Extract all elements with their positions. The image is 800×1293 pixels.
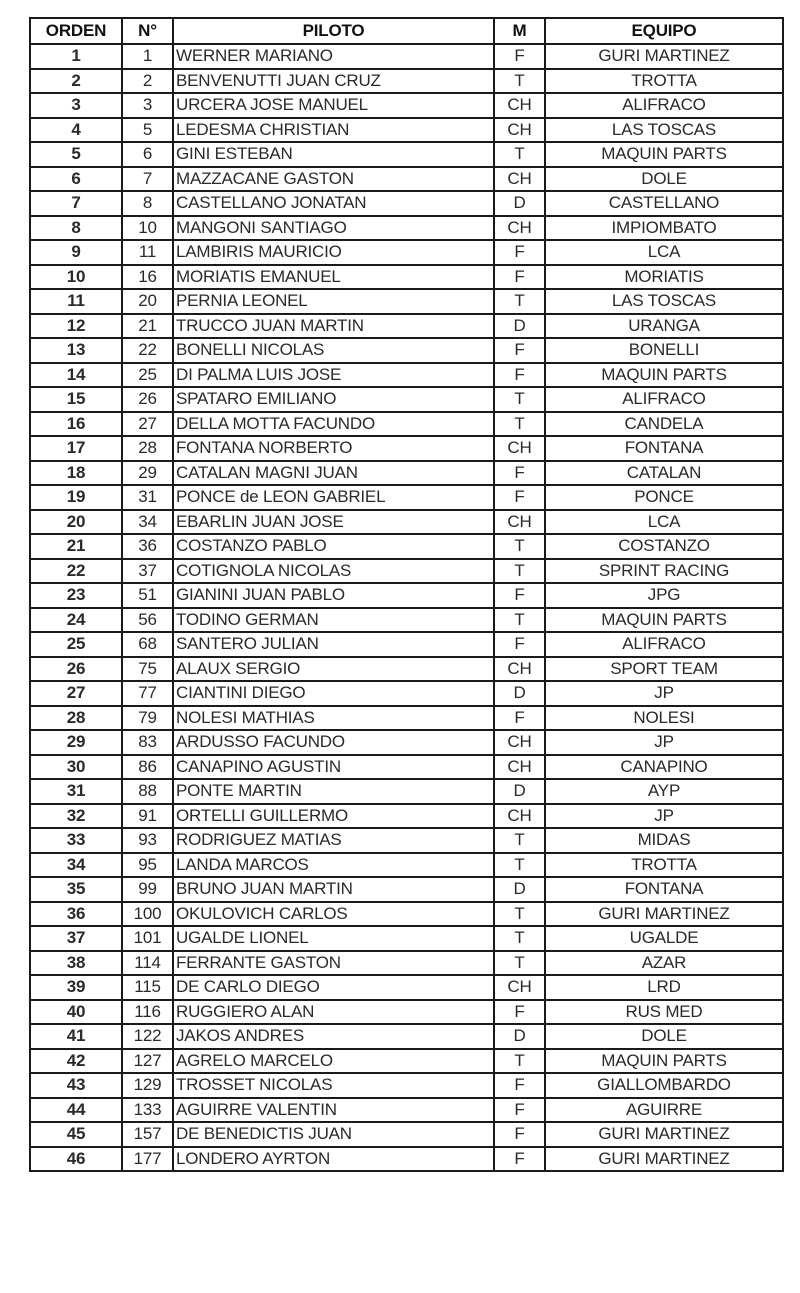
make-cell: F [494,485,545,510]
number-cell: 177 [122,1147,173,1172]
number-cell: 27 [122,412,173,437]
number-cell: 7 [122,167,173,192]
table-body [30,44,783,1171]
number-cell: 122 [122,1024,173,1049]
make-cell: D [494,191,545,216]
orden-cell: 22 [30,559,122,584]
number-cell: 79 [122,706,173,731]
orden-cell: 23 [30,583,122,608]
pilot-name-cell: COTIGNOLA NICOLAS [173,559,494,584]
table-row [30,902,783,927]
pilot-name-cell: MORIATIS EMANUEL [173,265,494,290]
table-row [30,314,783,339]
make-cell: T [494,412,545,437]
orden-cell: 10 [30,265,122,290]
team-cell: MAQUIN PARTS [545,142,783,167]
number-cell: 95 [122,853,173,878]
table-row [30,853,783,878]
orden-cell: 43 [30,1073,122,1098]
table-row [30,828,783,853]
team-cell: NOLESI [545,706,783,731]
make-cell: F [494,632,545,657]
make-cell: T [494,559,545,584]
orden-cell: 38 [30,951,122,976]
pilot-name-cell: LANDA MARCOS [173,853,494,878]
pilot-name-cell: DI PALMA LUIS JOSE [173,363,494,388]
orden-cell: 42 [30,1049,122,1074]
orden-cell: 14 [30,363,122,388]
pilot-name-cell: OKULOVICH CARLOS [173,902,494,927]
number-cell: 75 [122,657,173,682]
pilot-name-cell: ALAUX SERGIO [173,657,494,682]
number-cell: 100 [122,902,173,927]
number-cell: 127 [122,1049,173,1074]
team-cell: CASTELLANO [545,191,783,216]
orden-cell: 13 [30,338,122,363]
team-cell: FONTANA [545,436,783,461]
table-row [30,632,783,657]
make-cell: CH [494,657,545,682]
number-cell: 16 [122,265,173,290]
number-cell: 114 [122,951,173,976]
team-cell: TROTTA [545,69,783,94]
pilot-name-cell: TROSSET NICOLAS [173,1073,494,1098]
orden-cell: 41 [30,1024,122,1049]
pilot-name-cell: TODINO GERMAN [173,608,494,633]
orden-cell: 25 [30,632,122,657]
orden-cell: 40 [30,1000,122,1025]
pilot-name-cell: BRUNO JUAN MARTIN [173,877,494,902]
pilot-name-cell: FERRANTE GASTON [173,951,494,976]
team-cell: IMPIOMBATO [545,216,783,241]
orden-cell: 20 [30,510,122,535]
orden-cell: 5 [30,142,122,167]
table-row [30,510,783,535]
table-row [30,118,783,143]
pilot-name-cell: RUGGIERO ALAN [173,1000,494,1025]
make-cell: T [494,534,545,559]
pilot-name-cell: GINI ESTEBAN [173,142,494,167]
header-num: N° [122,18,173,44]
make-cell: F [494,1098,545,1123]
make-cell: CH [494,755,545,780]
team-cell: CANDELA [545,412,783,437]
orden-cell: 3 [30,93,122,118]
table-row [30,191,783,216]
team-cell: SPRINT RACING [545,559,783,584]
team-cell: DOLE [545,167,783,192]
table-row [30,1073,783,1098]
table-row [30,779,783,804]
orden-cell: 36 [30,902,122,927]
number-cell: 133 [122,1098,173,1123]
team-cell: DOLE [545,1024,783,1049]
orden-cell: 45 [30,1122,122,1147]
pilot-name-cell: URCERA JOSE MANUEL [173,93,494,118]
orden-cell: 34 [30,853,122,878]
team-cell: CANAPINO [545,755,783,780]
table-row [30,1147,783,1172]
make-cell: CH [494,118,545,143]
team-cell: MAQUIN PARTS [545,363,783,388]
pilot-name-cell: COSTANZO PABLO [173,534,494,559]
orden-cell: 32 [30,804,122,829]
make-cell: CH [494,804,545,829]
header-m: M [494,18,545,44]
orden-cell: 29 [30,730,122,755]
number-cell: 93 [122,828,173,853]
orden-cell: 44 [30,1098,122,1123]
team-cell: GIALLOMBARDO [545,1073,783,1098]
orden-cell: 31 [30,779,122,804]
team-cell: ALIFRACO [545,387,783,412]
pilot-name-cell: LONDERO AYRTON [173,1147,494,1172]
make-cell: CH [494,93,545,118]
team-cell: RUS MED [545,1000,783,1025]
orden-cell: 19 [30,485,122,510]
number-cell: 68 [122,632,173,657]
number-cell: 37 [122,559,173,584]
make-cell: CH [494,730,545,755]
orden-cell: 28 [30,706,122,731]
team-cell: UGALDE [545,926,783,951]
orden-cell: 15 [30,387,122,412]
make-cell: CH [494,510,545,535]
orden-cell: 6 [30,167,122,192]
make-cell: T [494,951,545,976]
pilot-name-cell: NOLESI MATHIAS [173,706,494,731]
make-cell: T [494,853,545,878]
pilot-name-cell: UGALDE LIONEL [173,926,494,951]
team-cell: COSTANZO [545,534,783,559]
pilot-name-cell: CASTELLANO JONATAN [173,191,494,216]
header-equipo: EQUIPO [545,18,783,44]
number-cell: 157 [122,1122,173,1147]
make-cell: CH [494,436,545,461]
team-cell: GURI MARTINEZ [545,1122,783,1147]
make-cell: F [494,1147,545,1172]
table-row [30,755,783,780]
make-cell: D [494,681,545,706]
team-cell: LAS TOSCAS [545,118,783,143]
number-cell: 22 [122,338,173,363]
pilot-name-cell: SPATARO EMILIANO [173,387,494,412]
table-row [30,387,783,412]
number-cell: 31 [122,485,173,510]
number-cell: 1 [122,44,173,69]
table-row [30,240,783,265]
make-cell: F [494,706,545,731]
pilot-name-cell: AGUIRRE VALENTIN [173,1098,494,1123]
number-cell: 20 [122,289,173,314]
table-row [30,167,783,192]
make-cell: F [494,363,545,388]
number-cell: 5 [122,118,173,143]
table-row [30,706,783,731]
team-cell: AZAR [545,951,783,976]
orden-cell: 4 [30,118,122,143]
table-row [30,485,783,510]
number-cell: 101 [122,926,173,951]
number-cell: 36 [122,534,173,559]
pilot-name-cell: CATALAN MAGNI JUAN [173,461,494,486]
make-cell: F [494,1000,545,1025]
orden-cell: 24 [30,608,122,633]
table-row [30,93,783,118]
team-cell: CATALAN [545,461,783,486]
team-cell: LRD [545,975,783,1000]
make-cell: F [494,265,545,290]
pilot-name-cell: EBARLIN JUAN JOSE [173,510,494,535]
make-cell: F [494,1073,545,1098]
team-cell: PONCE [545,485,783,510]
number-cell: 88 [122,779,173,804]
pilot-name-cell: PERNIA LEONEL [173,289,494,314]
table-row [30,216,783,241]
number-cell: 83 [122,730,173,755]
header-row [30,18,783,44]
number-cell: 10 [122,216,173,241]
team-cell: JP [545,730,783,755]
pilot-name-cell: PONTE MARTIN [173,779,494,804]
pilot-name-cell: DE BENEDICTIS JUAN [173,1122,494,1147]
team-cell: GURI MARTINEZ [545,1147,783,1172]
table-row [30,142,783,167]
make-cell: D [494,1024,545,1049]
number-cell: 116 [122,1000,173,1025]
team-cell: GURI MARTINEZ [545,44,783,69]
table-row [30,804,783,829]
make-cell: T [494,142,545,167]
table-row [30,461,783,486]
make-cell: T [494,1049,545,1074]
team-cell: SPORT TEAM [545,657,783,682]
number-cell: 91 [122,804,173,829]
number-cell: 86 [122,755,173,780]
number-cell: 21 [122,314,173,339]
pilot-name-cell: MAZZACANE GASTON [173,167,494,192]
table-row [30,1024,783,1049]
number-cell: 56 [122,608,173,633]
driver-list-sheet [29,17,784,1172]
table-row [30,289,783,314]
number-cell: 28 [122,436,173,461]
orden-cell: 18 [30,461,122,486]
team-cell: JP [545,804,783,829]
number-cell: 11 [122,240,173,265]
team-cell: URANGA [545,314,783,339]
team-cell: ALIFRACO [545,93,783,118]
make-cell: F [494,1122,545,1147]
driver-table [29,17,784,1172]
make-cell: T [494,69,545,94]
number-cell: 115 [122,975,173,1000]
table-row [30,412,783,437]
number-cell: 26 [122,387,173,412]
table-row [30,436,783,461]
pilot-name-cell: LEDESMA CHRISTIAN [173,118,494,143]
make-cell: F [494,461,545,486]
team-cell: TROTTA [545,853,783,878]
number-cell: 8 [122,191,173,216]
orden-cell: 8 [30,216,122,241]
pilot-name-cell: TRUCCO JUAN MARTIN [173,314,494,339]
number-cell: 25 [122,363,173,388]
table-row [30,1049,783,1074]
table-row [30,877,783,902]
orden-cell: 12 [30,314,122,339]
orden-cell: 37 [30,926,122,951]
table-row [30,534,783,559]
make-cell: T [494,828,545,853]
team-cell: MAQUIN PARTS [545,608,783,633]
number-cell: 129 [122,1073,173,1098]
pilot-name-cell: BONELLI NICOLAS [173,338,494,363]
make-cell: CH [494,167,545,192]
table-row [30,1122,783,1147]
orden-cell: 46 [30,1147,122,1172]
orden-cell: 9 [30,240,122,265]
pilot-name-cell: DE CARLO DIEGO [173,975,494,1000]
table-row [30,363,783,388]
header-piloto: PILOTO [173,18,494,44]
team-cell: AGUIRRE [545,1098,783,1123]
make-cell: CH [494,975,545,1000]
pilot-name-cell: JAKOS ANDRES [173,1024,494,1049]
team-cell: BONELLI [545,338,783,363]
make-cell: T [494,926,545,951]
team-cell: LCA [545,240,783,265]
pilot-name-cell: CIANTINI DIEGO [173,681,494,706]
table-row [30,1098,783,1123]
make-cell: F [494,240,545,265]
team-cell: MAQUIN PARTS [545,1049,783,1074]
number-cell: 51 [122,583,173,608]
pilot-name-cell: RODRIGUEZ MATIAS [173,828,494,853]
orden-cell: 2 [30,69,122,94]
pilot-name-cell: FONTANA NORBERTO [173,436,494,461]
team-cell: LCA [545,510,783,535]
number-cell: 34 [122,510,173,535]
orden-cell: 39 [30,975,122,1000]
team-cell: JPG [545,583,783,608]
pilot-name-cell: SANTERO JULIAN [173,632,494,657]
header-orden: ORDEN [30,18,122,44]
team-cell: JP [545,681,783,706]
orden-cell: 1 [30,44,122,69]
team-cell: AYP [545,779,783,804]
orden-cell: 11 [30,289,122,314]
make-cell: T [494,902,545,927]
pilot-name-cell: AGRELO MARCELO [173,1049,494,1074]
pilot-name-cell: BENVENUTTI JUAN CRUZ [173,69,494,94]
table-row [30,1000,783,1025]
orden-cell: 26 [30,657,122,682]
table-row [30,583,783,608]
orden-cell: 21 [30,534,122,559]
number-cell: 77 [122,681,173,706]
make-cell: F [494,338,545,363]
make-cell: D [494,877,545,902]
team-cell: ALIFRACO [545,632,783,657]
pilot-name-cell: ORTELLI GUILLERMO [173,804,494,829]
orden-cell: 7 [30,191,122,216]
make-cell: D [494,779,545,804]
pilot-name-cell: LAMBIRIS MAURICIO [173,240,494,265]
pilot-name-cell: GIANINI JUAN PABLO [173,583,494,608]
team-cell: GURI MARTINEZ [545,902,783,927]
pilot-name-cell: PONCE de LEON GABRIEL [173,485,494,510]
pilot-name-cell: WERNER MARIANO [173,44,494,69]
table-row [30,265,783,290]
number-cell: 29 [122,461,173,486]
table-row [30,559,783,584]
table-row [30,608,783,633]
team-cell: MIDAS [545,828,783,853]
table-row [30,951,783,976]
number-cell: 3 [122,93,173,118]
orden-cell: 35 [30,877,122,902]
make-cell: CH [494,216,545,241]
table-row [30,926,783,951]
orden-cell: 27 [30,681,122,706]
number-cell: 2 [122,69,173,94]
number-cell: 99 [122,877,173,902]
pilot-name-cell: DELLA MOTTA FACUNDO [173,412,494,437]
team-cell: MORIATIS [545,265,783,290]
table-row [30,69,783,94]
table-row [30,975,783,1000]
team-cell: FONTANA [545,877,783,902]
table-row [30,681,783,706]
table-row [30,44,783,69]
table-row [30,338,783,363]
make-cell: T [494,387,545,412]
make-cell: T [494,608,545,633]
orden-cell: 33 [30,828,122,853]
make-cell: F [494,44,545,69]
table-row [30,730,783,755]
pilot-name-cell: ARDUSSO FACUNDO [173,730,494,755]
table-row [30,657,783,682]
team-cell: LAS TOSCAS [545,289,783,314]
orden-cell: 17 [30,436,122,461]
number-cell: 6 [122,142,173,167]
orden-cell: 30 [30,755,122,780]
make-cell: F [494,583,545,608]
make-cell: D [494,314,545,339]
pilot-name-cell: CANAPINO AGUSTIN [173,755,494,780]
orden-cell: 16 [30,412,122,437]
pilot-name-cell: MANGONI SANTIAGO [173,216,494,241]
make-cell: T [494,289,545,314]
